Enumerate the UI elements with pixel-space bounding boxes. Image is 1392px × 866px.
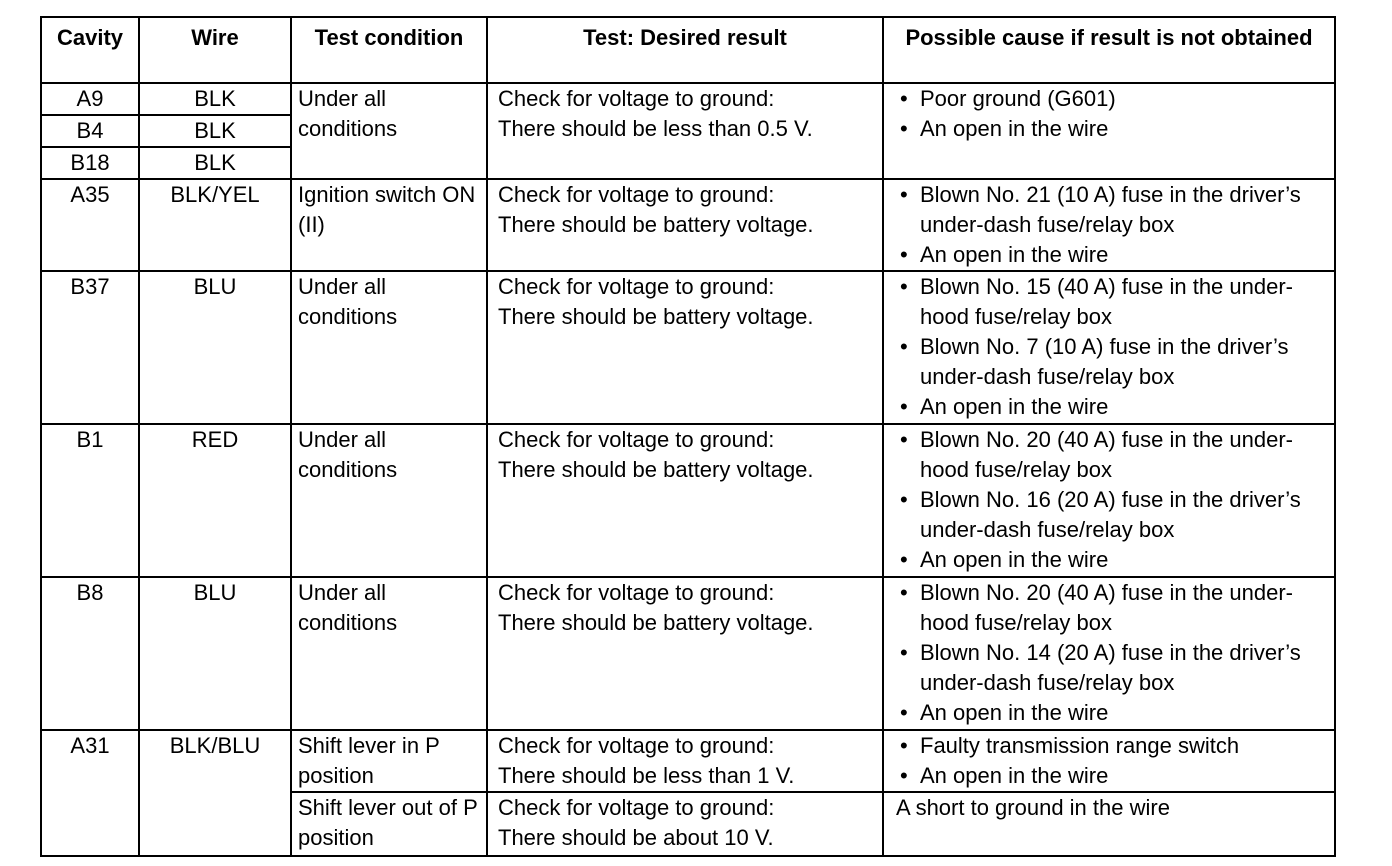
wire-cell: BLK/YEL [139,179,291,271]
cause-item: • Blown No. 20 (40 A) fuse in the under-hood fuse/relay box [896,425,1334,485]
test-line: Check for voltage to ground: [498,427,775,452]
table-row [41,424,1335,577]
header-test-condition: Test condition [291,17,487,83]
cause-item: • An open in the wire [896,392,1334,422]
condition-cell: Under all conditions [291,271,487,424]
cavity-cell: B18 [41,147,139,179]
condition-cell: Under all conditions [291,577,487,730]
cause-item: • Blown No. 16 (20 A) fuse in the driver’s under-dash fuse/relay box [896,485,1334,545]
table-row [41,179,1335,271]
table-row [41,271,1335,424]
table-row [41,577,1335,730]
header-desired-result: Test: Desired result [487,17,883,83]
cause-item: • Blown No. 21 (10 A) fuse in the driver’s under-dash fuse/relay box [896,180,1334,240]
cause-item: • An open in the wire [896,114,1334,144]
test-line: Check for voltage to ground: [498,580,775,605]
test-line: Check for voltage to ground: [498,182,775,207]
cause-cell [883,577,1335,730]
cavity-cell: B1 [41,424,139,577]
wire-cell: BLK/BLU [139,730,291,856]
test-line: Check for voltage to ground: [498,795,775,820]
test-cell [487,792,883,856]
cause-item: • Blown No. 15 (40 A) fuse in the under-hood fuse/relay box [896,272,1334,332]
table-row [41,83,1335,115]
test-line: Check for voltage to ground: [498,86,775,111]
test-cell [487,83,883,179]
test-cell [487,179,883,271]
test-line: There should be less than 0.5 V. [498,116,813,141]
condition-cell: Shift lever out of P position [291,792,487,856]
table-row [41,730,1335,792]
cause-item: • An open in the wire [896,698,1334,728]
wire-cell: BLK [139,83,291,115]
test-cell [487,730,883,792]
condition-cell: Under all conditions [291,424,487,577]
cause-item: • Blown No. 7 (10 A) fuse in the driver’s under-dash fuse/relay box [896,332,1334,392]
header-cavity: Cavity [41,17,139,83]
cavity-cell: B37 [41,271,139,424]
test-line: Check for voltage to ground: [498,274,775,299]
header-row [41,17,1335,83]
condition-cell: Shift lever in P position [291,730,487,792]
test-line: There should be battery voltage. [498,212,814,237]
condition-cell: Ignition switch ON (II) [291,179,487,271]
cause-item: • Faulty transmission range switch [896,731,1334,761]
wire-cell: BLU [139,577,291,730]
cavity-cell: B8 [41,577,139,730]
test-line: There should be battery voltage. [498,304,814,329]
cavity-cell: A31 [41,730,139,856]
cavity-cell: B4 [41,115,139,147]
test-line: There should be less than 1 V. [498,763,795,788]
header-wire: Wire [139,17,291,83]
cause-cell [883,271,1335,424]
cause-cell [883,730,1335,792]
cause-item: • Blown No. 14 (20 A) fuse in the driver’s under-dash fuse/relay box [896,638,1334,698]
cause-item: • An open in the wire [896,761,1334,791]
wire-cell: BLK [139,147,291,179]
test-cell [487,271,883,424]
cause-cell [883,83,1335,179]
cause-cell: A short to ground in the wire [883,792,1335,856]
wire-cell: BLU [139,271,291,424]
cause-item: • An open in the wire [896,545,1334,575]
wire-cell: RED [139,424,291,577]
test-cell [487,424,883,577]
diagnostic-table [40,16,1336,857]
wire-cell: BLK [139,115,291,147]
test-cell [487,577,883,730]
cause-item: • An open in the wire [896,240,1334,270]
cavity-cell: A35 [41,179,139,271]
header-possible-cause: Possible cause if result is not obtained [883,17,1335,83]
cause-cell [883,179,1335,271]
cavity-cell: A9 [41,83,139,115]
test-line: There should be battery voltage. [498,610,814,635]
cause-cell [883,424,1335,577]
test-line: Check for voltage to ground: [498,733,775,758]
cause-item: • Poor ground (G601) [896,84,1334,114]
test-line: There should be battery voltage. [498,457,814,482]
test-line: There should be about 10 V. [498,825,774,850]
condition-cell: Under all conditions [291,83,487,179]
cause-item: • Blown No. 20 (40 A) fuse in the under-hood fuse/relay box [896,578,1334,638]
